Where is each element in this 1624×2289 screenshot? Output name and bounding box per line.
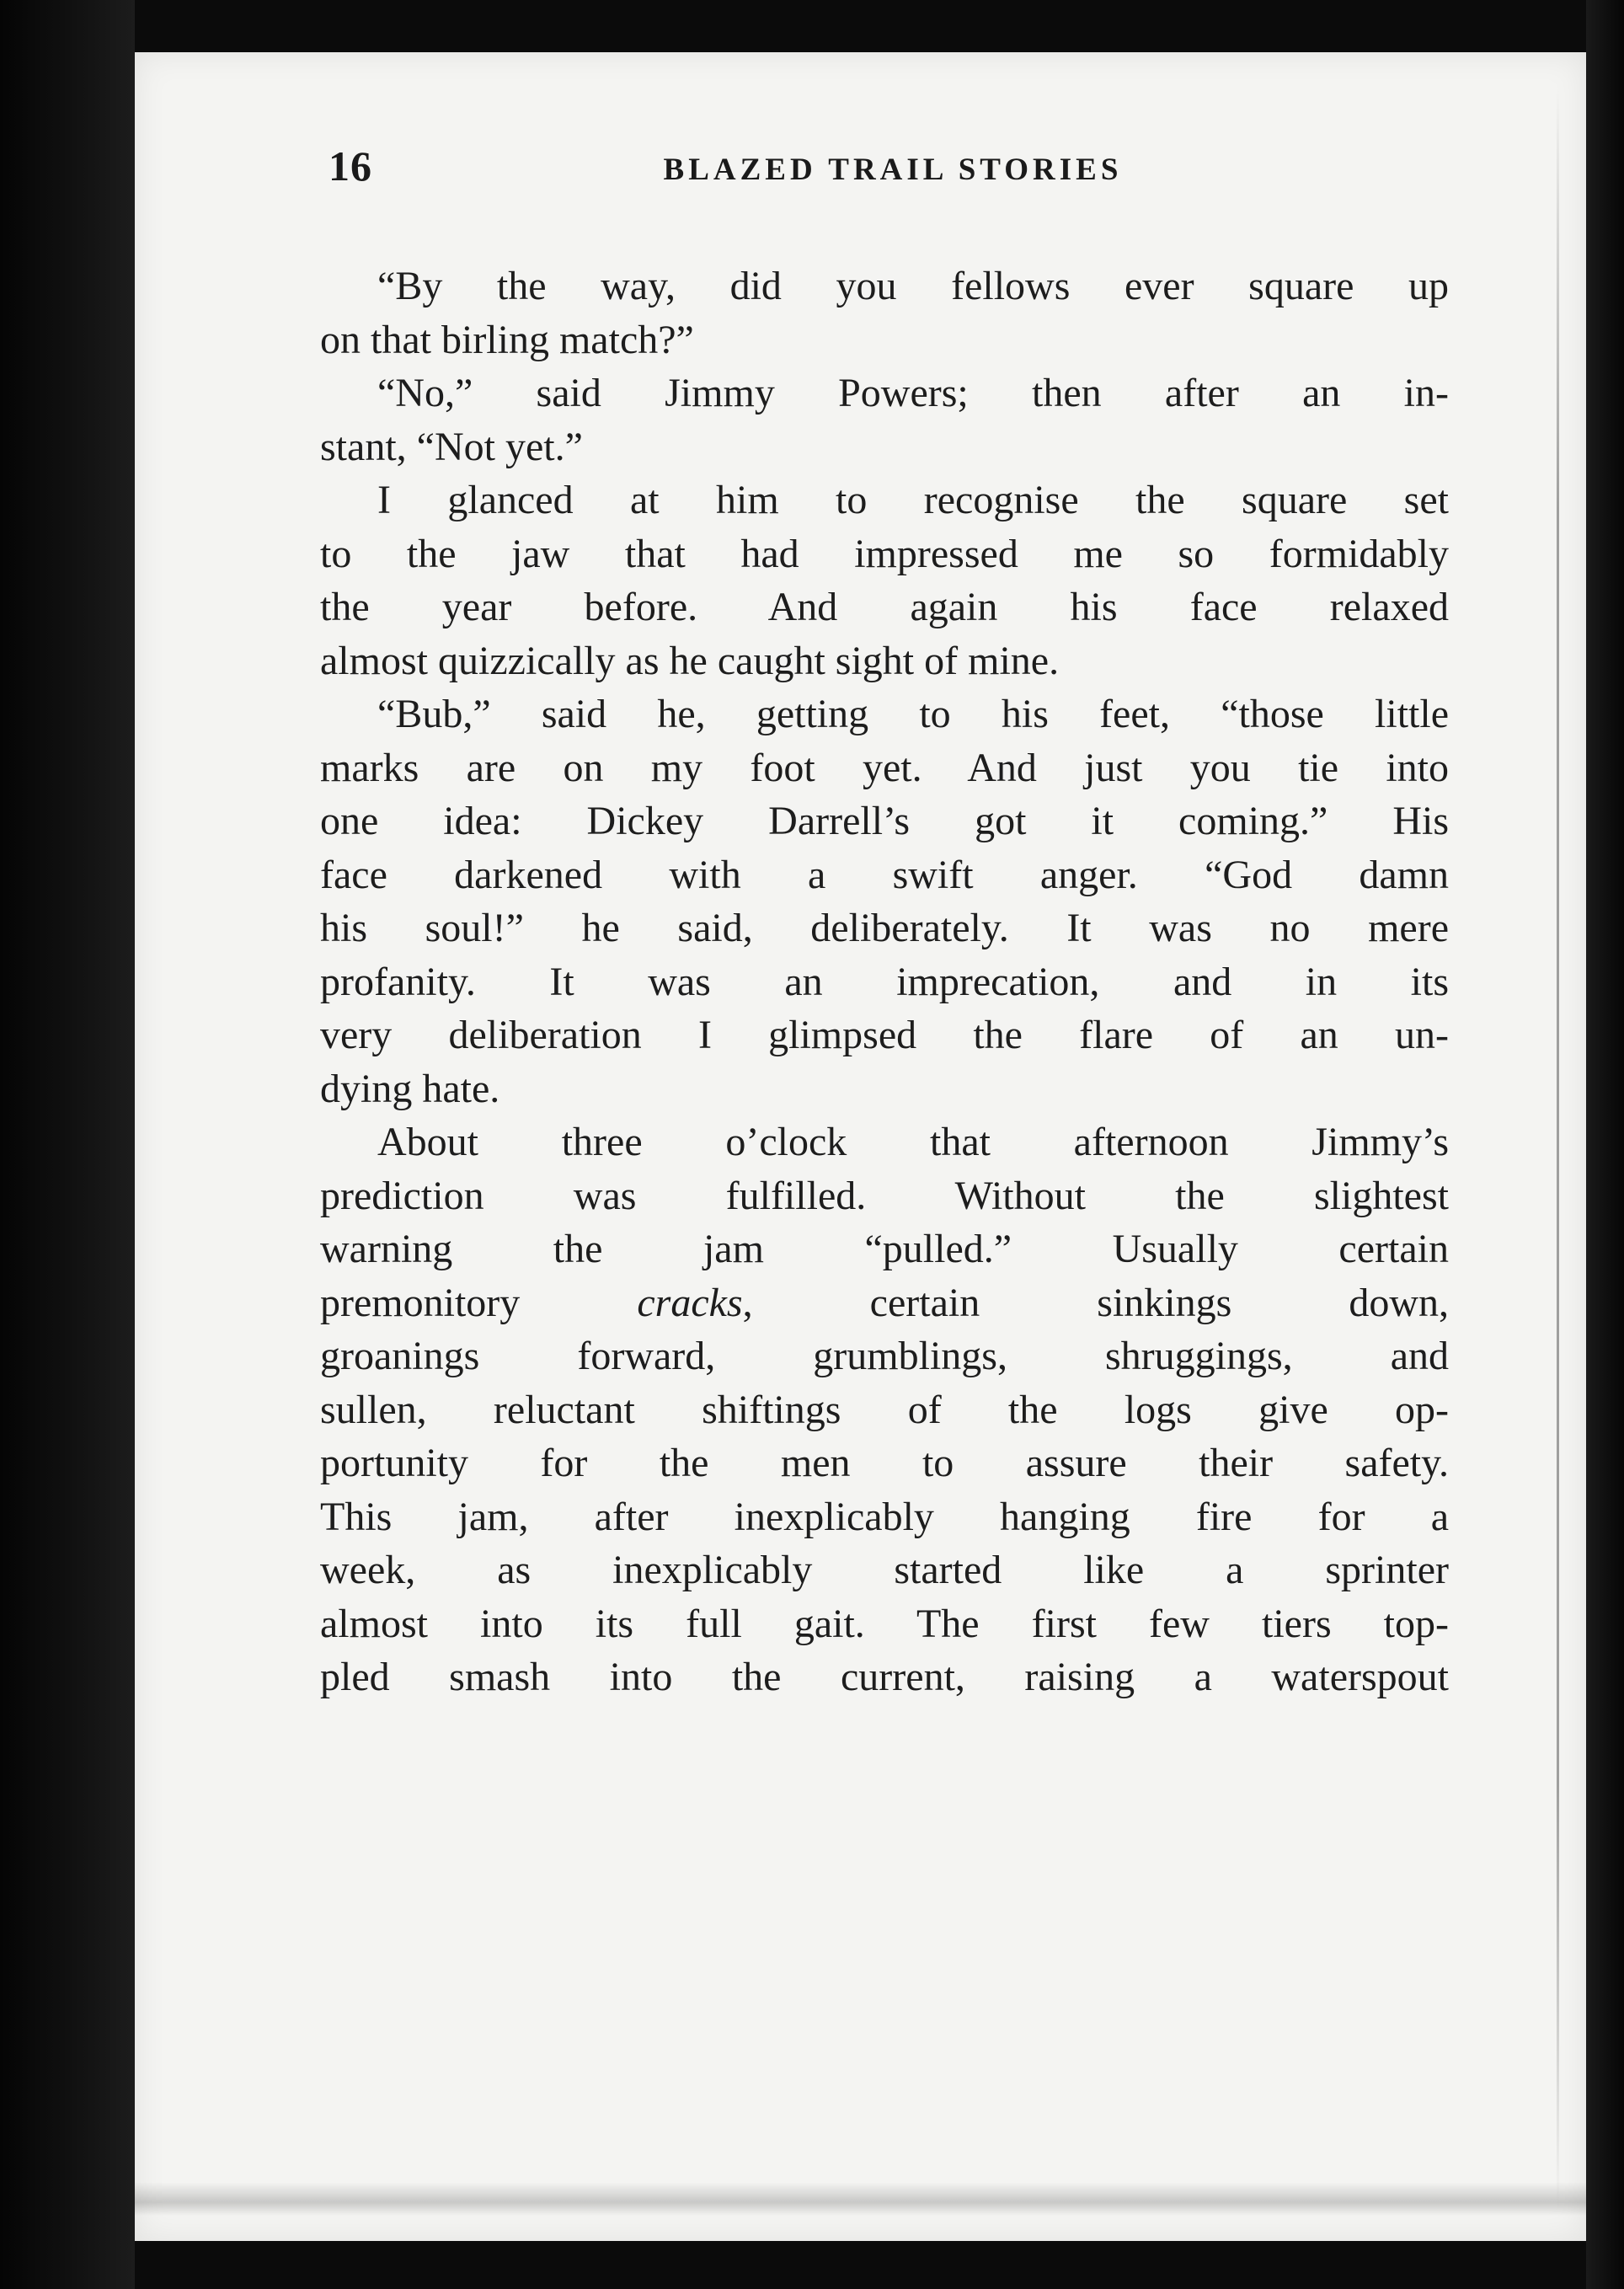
text-line: one idea: Dickey Darrell’s got it coming.” His [320,799,1449,843]
text-line: the year before. And again his face relaxed [320,585,1449,629]
text-line: About three o’clock that afternoon Jimmy’s [377,1120,1449,1164]
text-line: face darkened with a swift anger. “God damn [320,852,1449,897]
text-line: “No,” said Jimmy Powers; then after an in- [377,371,1449,415]
text-line: “By the way, did you fellows ever square up [377,264,1449,308]
running-title: BLAZED TRAIL STORIES [663,152,1123,187]
text-line: on that birling match?” [320,317,694,362]
scan-border-left [0,0,135,2289]
text-line: very deliberation I glimpsed the flare of an un- [320,1013,1449,1057]
text-line: pled smash into the current, raising a waterspout [320,1655,1449,1699]
text-line: portunity for the men to assure their safety. [320,1441,1449,1485]
body-text [320,259,1449,1704]
text-line: groanings forward, grumblings, shruggings, and [320,1334,1449,1378]
text-line: stant, “Not yet.” [320,424,583,469]
text-line: profanity. It was an imprecation, and in its [320,959,1449,1004]
text-line: almost into its full gait. The first few tiers top- [320,1601,1449,1646]
scan-border-right [1586,0,1624,2289]
text-line: This jam, after inexplicably hanging fire for a [320,1494,1449,1539]
page-number: 16 [329,142,372,190]
text-line: warning the jam “pulled.” Usually certain [320,1227,1449,1271]
text-line: prediction was fulfilled. Without the slightest [320,1173,1449,1218]
text-line: I glanced at him to recognise the square set [377,478,1449,522]
text-line: marks are on my foot yet. And just you tie into [320,745,1449,790]
text-line: almost quizzically as he caught sight of mine. [320,638,1060,683]
running-head [329,142,1457,209]
text-line: dying hate. [320,1066,500,1111]
text-line: to the jaw that had impressed me so formidably [320,531,1449,576]
text-line: premonitory cracks, certain sinkings down, [320,1280,1449,1325]
page-bottom-smudge [135,2182,1586,2216]
text-line: sullen, reluctant shiftings of the logs give op- [320,1387,1449,1432]
text-line: his soul!” he said, deliberately. It was no mere [320,906,1449,950]
text-line: week, as inexplicably started like a sprinter [320,1548,1449,1592]
text-line: “Bub,” said he, getting to his feet, “those little [377,692,1449,736]
